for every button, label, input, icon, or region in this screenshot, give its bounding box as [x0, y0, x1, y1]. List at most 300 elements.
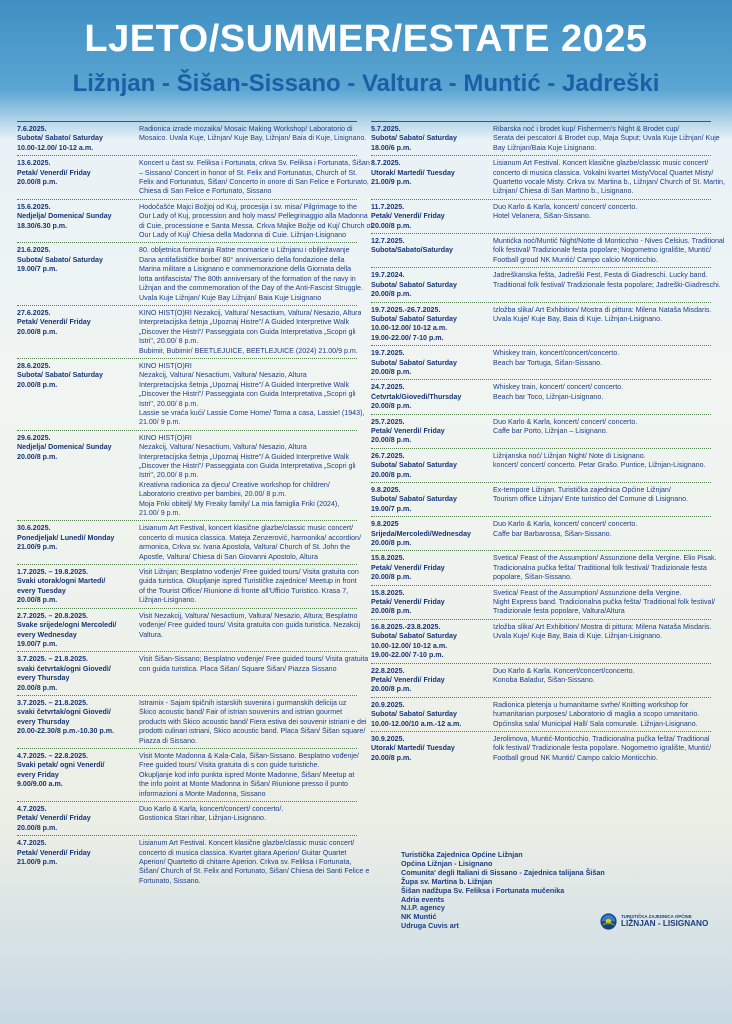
- event-description-line: Chiesa di San Felice e Fortunato, Sissano: [139, 187, 272, 196]
- event-date-line: Utorak/ Martedì/ Tuesday: [371, 744, 455, 753]
- event-description-line: „Discover the Histri"/ Passeggiata con Guida Interpretativa „Scopri gli: [139, 462, 356, 470]
- event-date-line: 20.00/8 p.m.: [371, 539, 412, 548]
- event-description: [491, 125, 720, 153]
- event-date-line: Srijeda/Mercoledì/Wednesday: [371, 529, 472, 538]
- event-date-line: 19.00/7 p.m.: [17, 265, 58, 274]
- event-description-line: Serata dei pescatori & Brodet cup, Maja Šuput; Uvala Kuje Ližnjan/ Kuje: [493, 134, 720, 143]
- event-description-line: Nezakcij, Valtura/ Nesactium, Valtura/ Nesazio, Altura: [139, 371, 307, 380]
- event-description-line: Mosaico. Uvala Kuje, Ližnjan/ Kuje Bay, Ližnjan/ Baia di Kuje, Lisignano.: [139, 134, 367, 143]
- event-description-line: Nezakcij, Valtura/ Nesactium, Valtura/ Nesazio, Altura: [139, 443, 307, 452]
- event-date: [371, 520, 491, 548]
- event-date-line: 15.8.2025.: [371, 588, 405, 597]
- event-description-line: Uvala Kuje Ližnjan/ Kuje Bay Ližnjan/ Baia Kuje Lisignano: [139, 293, 322, 302]
- event-entry: [17, 835, 370, 888]
- event-date-line: 20.00/8 p.m.: [17, 823, 58, 832]
- event-date-line: 20.00-22.30/8 p.m.-10.30 p.m.: [17, 727, 115, 736]
- event-description-line: prodotti culinari istriani, Škico acoustic band. Placa Šišan/ Šišan square/: [139, 727, 366, 736]
- organizer-item: Šišan nadžupa Sv. Feliksa i Fortunata mučenika: [401, 885, 565, 895]
- event-date-line: 10.00-12.00/ 10-12 a.m.: [17, 143, 94, 152]
- event-description-line: Općinska sala/ Municipal Hall/ Sala comunale. Ližnjan-Lisignano.: [493, 719, 698, 728]
- event-description: [491, 735, 711, 763]
- event-entry: [17, 121, 367, 155]
- event-entry: [371, 619, 711, 663]
- event-date-line: Petak/ Venerdì/ Friday: [17, 168, 91, 177]
- event-entry: [17, 430, 357, 521]
- event-description-line: Caffe bar Barbarossa, Šišan-Sissano.: [493, 529, 612, 538]
- event-description: [137, 203, 372, 241]
- event-date-line: 12.7.2025.: [371, 237, 405, 246]
- event-date-line: 19.00-22.00/ 7-10 p.m.: [371, 651, 444, 660]
- event-description-line: Jerolimova, Muntić-Monticchio. Tradicionalna pučka fešta/ Traditional: [493, 734, 710, 743]
- event-description-line: Hodočašće Majci Božjoj od Kuj, procesija i sv. misa/ Pilgrimage to the: [139, 202, 357, 211]
- event-date: [17, 362, 137, 428]
- event-date-line: Svake srijede/ogni Mercoledì/: [17, 621, 117, 630]
- event-description: [491, 701, 711, 729]
- organizer-item: Udruga Cuvis art: [401, 921, 459, 931]
- event-description-line: concerto di musica classica. Vokalni kvartet Misty/Vocal Quartet Misty/: [493, 168, 714, 177]
- organizer-item: Comunita' degli Italiani di Sissano - Zajednica talijana Šišan: [401, 867, 605, 877]
- event-date: [371, 418, 491, 446]
- event-description-line: informazioni a Monte Madonna, Sissano: [139, 789, 266, 798]
- event-description: [491, 554, 717, 582]
- event-entry: [371, 267, 721, 301]
- event-description-line: di Cuie, processione e Santa Messa. Crkva Majke Božje od Kuj/ Church of: [139, 221, 373, 230]
- event-date-line: Subota/ Sabato/ Saturday: [17, 255, 103, 264]
- event-description-line: Our Lady of Kuj, procession and holy mass/ Pellegrinaggio alla Madonna: [139, 212, 368, 221]
- event-entry: [371, 585, 715, 619]
- event-description-line: Tradicionalna pučka fešta/ Traditional folk festival/ Tradizionale festa: [493, 563, 707, 572]
- organizer-item: Župa sv. Martina b. Ližnjan: [401, 876, 493, 886]
- event-description-line: concerto di musica classica. Mateja Zenzerović, harmonika/ accordion/: [139, 533, 361, 542]
- event-date-line: 20.00/8 p.m.: [371, 573, 412, 582]
- event-date-line: 4.7.2025.: [17, 805, 47, 813]
- event-date-line: 20.00/8 p.m.: [17, 596, 58, 605]
- event-date-line: 21.00/9 p.m.: [371, 178, 412, 187]
- event-description-line: Aperion/ Quartetto di chitarre Aperion. Crkva sv. Feliksa i Fortunata,: [139, 858, 352, 867]
- event-entry: [17, 608, 361, 652]
- event-date: [371, 452, 491, 480]
- event-date-line: Subota/ Sabato/ Saturday: [17, 134, 103, 143]
- event-date-line: 30.6.2025.: [17, 524, 51, 533]
- event-date-line: 22.8.2025.: [371, 666, 405, 675]
- event-date-line: 20.00/8 p.m.: [17, 327, 58, 336]
- event-description-line: Svetica/ Feast of the Assumption/ Assunzione della Vergine. Elio Pisak.: [493, 554, 717, 563]
- event-description: [137, 612, 360, 650]
- event-description-line: Football groud NK Muntić/ Campo calcio Monticchio.: [493, 255, 658, 264]
- event-date-line: 13.6.2025.: [17, 159, 51, 168]
- tourism-board-logo: [600, 911, 725, 931]
- event-description-line: Muntićka noć/Muntić Night/Notte di Monticchio - Nives Čelsius. Traditional: [493, 237, 725, 246]
- event-description-line: Lassie se vraća kući/ Lassie Come Home/ Torna a casa, Lassie! (1943),: [139, 408, 365, 417]
- event-entry: [371, 233, 725, 267]
- event-date-line: 9.00/9.00 a.m.: [17, 780, 63, 789]
- event-entry: [17, 695, 367, 748]
- event-date: [371, 701, 491, 729]
- event-description-line: Tourism office Ližnjan/ Ente turistico del Comune di Lisignano.: [493, 495, 689, 504]
- event-date-line: 20.00/8 p.m.: [371, 402, 412, 411]
- event-entry: [371, 379, 711, 413]
- event-date-line: 28.6.2025.: [17, 361, 51, 370]
- event-date-line: 20.00/8 p.m.: [371, 221, 412, 230]
- organizer-item: Općina Ližnjan - Lisignano: [401, 858, 493, 868]
- event-date-line: 29.6.2025.: [17, 433, 51, 442]
- event-description-line: Felix and Fortunatus, Šišan/ Concerto in onore di San Felice e Fortunato,: [139, 178, 369, 187]
- event-description-line: Istri", 20.00/ 8 p.m.: [139, 337, 199, 346]
- event-description-line: Duo Karlo & Karla, koncert/ concert/ concerto.: [493, 520, 638, 529]
- event-description: [491, 418, 711, 446]
- event-date: [17, 568, 137, 606]
- event-date-line: 9.8.2025: [371, 520, 399, 529]
- page-title: LJETO/SUMMER/ESTATE 2025: [84, 18, 648, 60]
- event-description-line: Izložba slika/ Art Exhibition/ Mostra di pittura: Milena Nataša Misdaris.: [493, 622, 712, 631]
- event-date-line: Subota/ Sabato/ Saturday: [371, 461, 457, 470]
- page-subtitle: Ližnjan - Šišan-Sissano - Valtura - Muntić - Jadreški: [72, 70, 660, 97]
- event-description-line: Whiskey train, koncert/concert/concerto.: [493, 349, 620, 358]
- event-date-line: 19.00-22.00/ 7-10 p.m.: [371, 333, 444, 342]
- event-entry: [17, 564, 357, 608]
- event-date-line: Petak/ Venerdì/ Friday: [371, 426, 445, 435]
- event-description-line: Football groud NK Muntić/ Campo calcio Monticchio.: [493, 753, 658, 762]
- event-entry: [371, 482, 711, 516]
- event-description: [491, 159, 725, 197]
- event-date-line: 20.00/8 p.m.: [17, 380, 58, 389]
- event-description: [491, 237, 724, 265]
- organizer-item: N.I.P. agency: [401, 903, 445, 913]
- event-entry: [371, 345, 711, 379]
- event-date-line: Petak/ Venerdì/ Friday: [371, 675, 445, 684]
- event-description-line: the info point at Monte Madonna in Šišan/ Riunione presso il punto: [139, 780, 349, 789]
- event-entry: [17, 155, 370, 199]
- event-description-line: Okupljanje kod info punkta ispred Monte Madonne, Šišan/ Meetup at: [139, 770, 355, 779]
- event-description: [137, 309, 361, 356]
- event-date: [371, 383, 491, 411]
- event-date-line: 20.00/8 p.m.: [371, 436, 412, 445]
- event-date: [17, 125, 137, 153]
- event-description-line: Ližnjanska noć/ Ližnjan Night/ Note di Lisignano.: [493, 451, 646, 460]
- event-date-line: Subota/ Sabato/ Saturday: [17, 371, 103, 380]
- event-description-line: Radionica pletenja u humanitarne svrhe/ Knitting workshop for: [493, 700, 689, 709]
- event-date: [17, 752, 137, 799]
- event-description-line: humanitarian purposes/ Laboratorio di maglia a scopo umanitario.: [493, 710, 700, 719]
- event-description-line: koncert/ concert/ concerto. Petar Grašo. Puntice, Ližnjan-Lisignano.: [493, 461, 706, 470]
- logo-mark-icon: [600, 913, 617, 930]
- event-description-line: Konoba Baladur, Šišan-Sissano.: [493, 675, 595, 684]
- event-description-line: con guida turistica. Placa Šišan/ Square Šišan/ Piazza Sissano: [139, 664, 337, 673]
- event-date-line: Subota/ Sabato/ Saturday: [371, 495, 457, 504]
- event-description-line: Traditional folk festival/ Tradizionale festa popolare; Jadreški-Giadreschi.: [493, 280, 721, 289]
- event-description-line: Visit Šišan-Sissano; Besplatno vođenje/ Free guided tours/ Visita gratuita: [139, 655, 369, 664]
- event-date-line: 18.00/6 p.m.: [371, 143, 412, 152]
- event-date-line: Svaki petak/ ogni Venerdì/: [17, 761, 105, 770]
- event-date-line: 21.6.2025.: [17, 246, 51, 255]
- event-date-line: Subota/ Sabato/ Saturday: [371, 358, 457, 367]
- event-description: [137, 159, 370, 197]
- event-date: [371, 125, 491, 153]
- event-date: [17, 524, 137, 562]
- event-date-line: Svaki utorak/ogni Martedì/: [17, 577, 106, 586]
- event-description-line: Fortunato, Sissano.: [139, 876, 201, 885]
- event-description-line: Our Lady of Kuj/ Chiesa della Madonna di Cuie. Ližnjan-Lisignano: [139, 231, 347, 240]
- event-description-line: 21.00/ 9 p.m.: [139, 418, 181, 427]
- event-date-line: 25.7.2025.: [371, 417, 405, 426]
- event-date-line: 16.8.2025.-23.8.2025.: [371, 622, 441, 631]
- event-description-line: KINO HIST(O)RI: [139, 433, 192, 442]
- event-date-line: Subota/ Sabato/ Saturday: [371, 632, 457, 641]
- event-date-line: 27.6.2025.: [17, 308, 51, 317]
- event-description-line: Whiskey train, koncert/ concert/ concerto.: [493, 383, 624, 392]
- event-date-line: svaki četvrtak/ogni Giovedì/: [17, 664, 111, 673]
- event-date-line: 11.7.2025.: [371, 202, 405, 211]
- event-date-line: 21.00/9 p.m.: [17, 858, 58, 867]
- event-description-line: Night Express band. Tradicionalna pučka fešta/ Traditional folk festival/: [493, 598, 715, 607]
- event-description: [137, 125, 366, 153]
- event-date-line: Ponedjeljak/ Lunedì/ Monday: [17, 533, 115, 542]
- event-description-line: Istri", 20.00/ 8 p.m.: [139, 399, 199, 408]
- event-date-line: 15.6.2025.: [17, 202, 51, 211]
- event-description: [491, 306, 711, 344]
- event-description-line: Lisianum Art Festival, koncert klasične glazbe/classic music concert/: [139, 524, 354, 533]
- event-date-line: 20.00/8 p.m.: [371, 470, 412, 479]
- event-entry: [371, 697, 711, 731]
- event-description-line: Ližnjan and the commemoration of the Day of the Anti-Fascist Struggle.: [139, 284, 363, 293]
- event-description-line: Duo Karlo & Karla, koncert/ concert/ concerto.: [493, 417, 638, 426]
- event-date-line: Subota/ Sabato/ Saturday: [371, 314, 457, 323]
- event-description-line: Duo Karlo & Karla. Koncert/concert/concerto.: [493, 666, 635, 675]
- event-date: [371, 271, 491, 299]
- event-date-line: 30.9.2025.: [371, 734, 405, 743]
- event-date-line: 19.7.2025.: [371, 349, 405, 358]
- event-date-line: 20.00/8 p.m.: [371, 685, 412, 694]
- event-date: [17, 246, 137, 302]
- right-event-column: [371, 121, 725, 765]
- event-date-line: 24.7.2025.: [371, 383, 405, 392]
- event-description: [491, 520, 711, 548]
- event-description-line: Duo Karlo & Karla, koncert/concert/ concerto/.: [139, 805, 284, 813]
- event-date: [17, 805, 137, 833]
- event-date-line: 21.00/9 p.m.: [17, 543, 58, 552]
- event-entry: [371, 663, 711, 697]
- event-entry: [371, 199, 711, 233]
- organizer-item: NK Muntić: [401, 912, 437, 922]
- event-description-line: Ližnjan/ Chiesa di San Martino b., Lisignano.: [493, 187, 634, 196]
- event-date: [371, 349, 491, 377]
- event-description-line: Apostle, Valtura/ Chiesa di San Giovanni Apostolo, Altura: [139, 552, 318, 561]
- event-description: [137, 524, 361, 562]
- event-entry: [17, 520, 361, 564]
- logo-big-text: LIŽNJAN - LISIGNANO: [621, 919, 709, 928]
- event-description-line: vođenje/ Free guided tours/ Visita gratuita con guida turistica. Nezakcij: [139, 621, 361, 630]
- event-date-line: 18.30/6.30 p.m.: [17, 221, 68, 230]
- event-description-line: Visit Monte Madonna & Kala-Cala, Šišan-Sissano. Besplatno vođenje/: [139, 751, 359, 760]
- event-description: [491, 589, 715, 617]
- event-description-line: KINO HIST(O)RI Nezakcij, Valtura/ Nesactium, Valtura/ Nesazio, Altura: [139, 308, 362, 317]
- event-description-line: Bubimir, Bubimir/ BEETLEJUICE, BEETLEJUICE (2024) 21.00/9 p.m.: [139, 346, 358, 355]
- event-date-line: 26.7.2025.: [371, 451, 405, 460]
- event-description: [137, 752, 359, 799]
- event-date-line: every Thursday: [17, 717, 70, 726]
- event-entry: [371, 550, 717, 584]
- event-description-line: Laboratorio creativo per bambini, 20.00/ 8 p.m.: [139, 490, 287, 499]
- event-date-line: 3.7.2025. – 21.8.2025.: [17, 655, 88, 664]
- event-date-line: 19.7.2025.-26.7.2025.: [371, 305, 441, 314]
- event-description: [491, 452, 711, 480]
- event-description-line: Izložba slika/ Art Exhibition/ Mostra di pittura: Milena Nataša Misdaris.: [493, 305, 712, 314]
- event-date-line: 9.8.2025.: [371, 486, 401, 494]
- event-description: [137, 246, 363, 302]
- event-date-line: svaki četvrtak/ogni Giovedì/: [17, 708, 111, 717]
- event-entry: [17, 305, 362, 358]
- event-description-line: Lisianum Art Festival. Koncert klasične glazbe/classic music concert/: [493, 159, 709, 168]
- event-description-line: Quartetto vocale Misty. Crkva sv. Martina b., Ližnjan/ Church of St. Martin,: [493, 178, 725, 187]
- event-date-line: Nedjelja/ Domenica/ Sunday: [17, 212, 112, 221]
- event-date: [371, 554, 491, 582]
- event-entry: [371, 121, 720, 155]
- event-date: [371, 159, 491, 197]
- event-date: [17, 839, 137, 886]
- event-description-line: Valtura.: [139, 630, 163, 639]
- event-description: [491, 486, 711, 514]
- event-description-line: Šišan/ Church of St. Felix and Fortunato, Šišan/ Chiesa dei Santi Felice e: [139, 867, 370, 876]
- organizers-list: [401, 851, 611, 931]
- event-description-line: Gostionica Stari ribar, Ližnjan-Lisignano.: [139, 814, 266, 823]
- event-description-line: Visit Ližnjan; Besplatno vođenje/ Free guided tours/ Visita gratuita con: [139, 568, 359, 577]
- event-date-line: every Tuesday: [17, 586, 66, 595]
- event-description-line: guida turistica. Okupljanje ispred Turističke zajednice/ Meetup in front: [139, 577, 357, 586]
- event-date: [17, 203, 137, 241]
- event-description-line: – Sissano/ Concert in honor of St. Felix and Fortunatus, Church of St.: [139, 168, 358, 177]
- event-description-line: Svetica/ Feast of the Assumption/ Assunzione della Vergine.: [493, 588, 682, 597]
- event-date-line: 10.00-12.00/ 10-12 a.m.: [371, 641, 448, 650]
- event-date-line: Petak/ Venerdì/ Friday: [371, 563, 445, 572]
- event-entry: [371, 302, 711, 346]
- event-date-line: 3.7.2025. – 21.8.2025.: [17, 698, 88, 707]
- event-date-line: Subota/Sabato/Saturday: [371, 246, 453, 255]
- event-entry: [371, 731, 711, 765]
- event-description-line: Kreativna radionica za djecu/ Creative workshop for children/: [139, 480, 330, 489]
- event-date: [371, 306, 491, 344]
- event-description-line: Lisianum Art Festival. Koncert klasične glazbe/classic music concert/: [139, 839, 355, 848]
- event-date-line: 15.8.2025.: [371, 554, 405, 563]
- event-description-line: Beach bar Toco, Ližnjan-Lisignano.: [493, 392, 604, 401]
- event-date-line: 20.00/8 p.m.: [17, 683, 58, 692]
- event-date-line: 2.7.2025. – 20.8.2025.: [17, 611, 88, 620]
- event-description: [137, 362, 364, 428]
- event-description-line: popolare, Šišan-Sissano.: [493, 573, 572, 582]
- event-description: [491, 271, 721, 299]
- event-description-line: folk festival/ Tradizionale festa popolare; Nogometno igralište, Muntić/: [493, 246, 712, 255]
- logo-small-text: TURISTIČKA ZAJEDNICA OPĆINE: [621, 914, 692, 919]
- event-description-line: Interpretacijska šetnja „Upoznaj Histre"/ A Guided Interpretive Walk: [139, 318, 350, 327]
- event-description-line: Dana antifašističke borbe/ 80° anniversario della fondazione della: [139, 255, 345, 264]
- event-date-line: 5.7.2025.: [371, 125, 401, 133]
- event-date-line: 7.6.2025.: [17, 125, 47, 133]
- event-description: [137, 434, 357, 519]
- event-description-line: Marina militare a Lisignano e commemorazione della Giornata della: [139, 265, 352, 274]
- event-date: [371, 203, 491, 231]
- event-description-line: Koncert u čast sv. Feliksa i Fortunata, crkva Sv. Feliksa i Fortunata, Šišan: [139, 159, 370, 168]
- event-date: [371, 486, 491, 514]
- event-date-line: every Wednesday: [17, 630, 77, 639]
- event-description-line: products with Škico acoustic band/ Fiera estiva dei souvenir istriani e dei: [139, 717, 367, 726]
- event-date-line: every Friday: [17, 770, 59, 779]
- event-description: [491, 383, 711, 411]
- event-date-line: Petak/ Venerdì/ Friday: [17, 318, 91, 327]
- event-date-line: Subota/ Sabato/ Saturday: [371, 710, 457, 719]
- event-description-line: Visit Nezakcij, Valtura/ Nesactium, Valtura/ Nesazio, Altura; Besplatno: [139, 611, 358, 620]
- event-description: [491, 349, 711, 377]
- event-date-line: 1.7.2025. – 19.8.2025.: [17, 568, 88, 577]
- event-date-line: 20.00/8 p.m.: [371, 753, 412, 762]
- event-description: [491, 203, 711, 231]
- event-description-line: Bay Ližnjan/Baia Kuje Lisignano.: [493, 143, 597, 152]
- event-description-line: Istramix - Sajam tipičnih istarskih suvenira i gurmanskih delicija uz: [139, 698, 347, 707]
- event-description-line: folk festival/ Tradizionale festa popolare. Nogometno igralište, Muntić/: [493, 744, 712, 753]
- event-description: [137, 655, 368, 693]
- event-entry: [371, 414, 711, 448]
- event-date-line: Subota/ Sabato/ Saturday: [371, 134, 457, 143]
- event-date-line: 19.7.2024.: [371, 271, 405, 280]
- event-entry: [17, 748, 357, 801]
- event-date-line: 4.7.2025. – 22.8.2025.: [17, 751, 88, 760]
- event-date-line: 20.00/8 p.m.: [17, 452, 58, 461]
- event-entry: [17, 801, 357, 835]
- event-date-line: 10.00-12.00/10 a.m.-12 a.m.: [371, 719, 462, 728]
- event-date-line: 20.00/8 p.m.: [17, 178, 58, 187]
- organizer-item: Adria events: [401, 894, 445, 904]
- event-date-line: 19.00/7 p.m.: [17, 639, 58, 648]
- event-date: [371, 623, 491, 661]
- event-description-line: Interpretacijska šetnja „Upoznaj Histre"/ A Guided Interpretive Walk: [139, 452, 350, 461]
- event-description-line: Škico acoustic band/ Fair of istrian souvenirs and istrian gourmet: [139, 708, 343, 717]
- event-date: [371, 237, 491, 265]
- event-entry: [17, 358, 365, 430]
- event-description-line: Istri", 20.00/ 8 p.m.: [139, 471, 199, 480]
- event-entry: [371, 448, 711, 482]
- event-description-line: Ex-tempore Ližnjan. Turistička zajednica Općine Ližnjan/: [493, 486, 671, 494]
- event-description-line: Ribarska noć i brodet kup/ Fishermen's Night & Brodet cup/: [493, 125, 680, 133]
- left-event-column: [17, 121, 373, 888]
- event-date: [17, 434, 137, 519]
- event-description: [137, 699, 367, 746]
- event-date: [17, 699, 137, 746]
- event-description-line: concerto di musica classica. Kvartet gitara Aperion/ Guitar Quartet: [139, 848, 347, 857]
- organizer-item: Turistička Zajednica Općine Ližnjan: [401, 850, 523, 859]
- event-date-line: Četvrtak/Giovedì/Thursday: [371, 392, 462, 401]
- event-description: [137, 805, 357, 833]
- event-date-line: Petak/ Venerdì/ Friday: [371, 598, 445, 607]
- event-description-line: Piazza di Sissano.: [139, 736, 197, 745]
- event-description-line: Beach bar Tortuga, Šišan-Sissano.: [493, 358, 603, 367]
- event-date: [371, 589, 491, 617]
- event-date: [17, 612, 137, 650]
- event-description-line: Jadreškanska fešta, Jadreški Fest, Festa di Giadreschi. Lucky band.: [493, 271, 708, 280]
- event-date: [17, 159, 137, 197]
- event-description: [137, 839, 369, 886]
- event-description-line: „Discover the Histri"/ Passeggiata con Guida Interpretativa „Scopri gli: [139, 327, 356, 336]
- event-date-line: Petak/ Venerdì/ Friday: [371, 212, 445, 221]
- event-description-line: Uvala Kuje/ Kuje Bay, Baia di Kuje. Ližnjan-Lisignano.: [493, 314, 663, 323]
- event-description-line: Caffe bar Porto, Ližnjan – Lisignano.: [493, 426, 608, 435]
- event-description-line: „Discover the Histri"/ Passeggiata con Guida Interpretativa „Scopri gli: [139, 390, 356, 399]
- event-description: [491, 667, 711, 695]
- event-date-line: 10.00-12.00/ 10-12 a.m.: [371, 324, 448, 333]
- event-description-line: lotta antifascista/ The 80th anniversary of the formation of the navy in: [139, 274, 356, 283]
- event-description-line: 21.00/ 9 p.m.: [139, 509, 181, 518]
- event-description-line: Ližnjan-Lisignano.: [139, 596, 197, 605]
- event-date: [371, 735, 491, 763]
- event-entry: [17, 199, 373, 243]
- event-description-line: Moja Friki obitelj/ My Freaky family/ La mia famiglia Friki (2024),: [139, 499, 340, 508]
